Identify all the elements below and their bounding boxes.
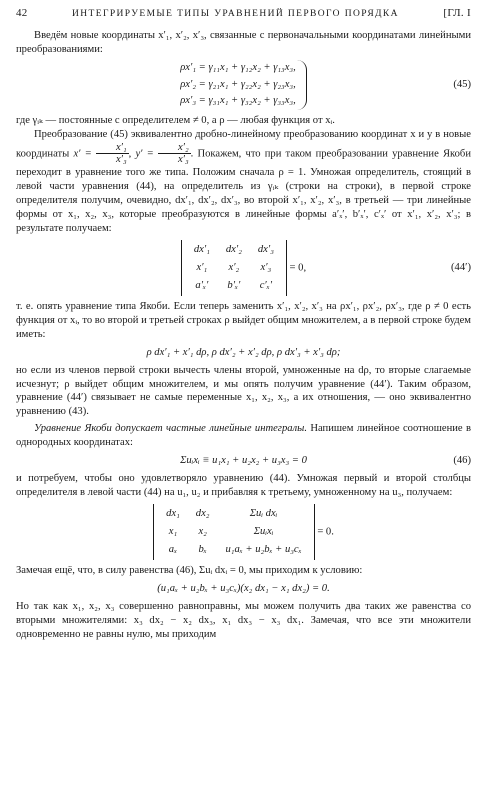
fraction-x-numerator: x′₁ [96,142,129,155]
paragraph-conclusion: Но так как x₁, x₂, x₃ совершенно равноправны, мы можем получить два таких же равенства со вторыми множителями: x₃ dx₂ − x₂ dx₃, x₁ dx₃ − x₃ dx₁. Замечая, что все эти множители одновременно не равны нулю, мы приходим [16,601,471,641]
det-cell: a′ₓ′ [195,279,209,291]
det-rhs: = 0, [289,262,307,274]
det-row-1 [159,506,309,522]
det-cell: x₂ [198,526,207,538]
fraction-y [158,142,191,166]
det-row-1 [187,242,281,258]
fraction-y-numerator: x′₂ [158,142,191,155]
det-cell: x′₂ [228,261,240,273]
det-cell: bₓ [198,544,207,556]
linear-relation-text: Напишем линейное соотношение в однородных координатах: [16,423,471,449]
det-cell: x′₃ [260,261,272,273]
paragraph-gamma-definition: где γᵢₖ — постоянные с определителем ≠ 0, а ρ — любая функция от xᵢ. [16,114,335,126]
paragraph-intro: Введём новые координаты x′₁, x′₂, x′₃, связанные с первоначальными координатами линейными преобразованиями: [16,29,471,55]
equation-46-body: Σuᵢxᵢ ≡ u₁x₁ + u₂x₂ + u₃x₃ = 0 [180,455,307,467]
det-cell: dx₂ [195,508,210,520]
det-cell: u₁aₓ + u₂bₓ + u₃cₓ [225,544,302,556]
system-row-1: ρx′₁ = γ₁₁x₁ + γ₁₂x₂ + γ₁₃x₃, [180,62,296,74]
det-cell: x′₁ [196,261,208,273]
det-row-3 [187,278,281,294]
det-row-2 [159,524,309,540]
paragraph-jacobi-again: т. е. опять уравнение типа Якоби. Если теперь заменить x′₁, x′₂, x′₃ на ρx′₁, ρx′₂, ρx′₃, где ρ ≠ 0 есть функция от xᵢ, то во второй и третьей строках ρ выйдет общим множителем, а в первой строке будем иметь: [16,300,471,340]
det-cell: Σuᵢ dxᵢ [249,508,278,520]
det-cell: x₁ [168,526,178,538]
paragraph-transformation: Преобразование (45) эквивалентно дробно-линейному преобразованию координат x и y в новые координаты x′ = $\frac{\text{x′₁}}{\text{x′₃}}$ , y′ = $\frac{\text{x′₂}}{\text{x′₃}}$ . Покажем, что при таком преобразовании уравнение Якоби переходит в уравнение того же типа. Положим сначала ρ = 1. Умножая определитель, стоящий в левой части уравнения (44), на определитель из γᵢₖ (строки на строки), в первой строке определителя получим, очевидно, dx′₁, dx′₂, dx′₃, во второй x′₁, x′₂, x′₃, в третьей — три линейные формы от x₁, x₂, x₃, которые преобразуются в линейные формы a′ₓ′, b′ₓ′, c′ₓ′ от x′₁, x′₂, x′₃; в результате получаем: [16,128,471,234]
equation-number-45: (45) [453,79,471,91]
transformation-text-start: Преобразование (45) эквивалентно дробно-линейному преобразованию координат x и y в новые координаты [16,128,471,160]
equation-first-row-terms: ρ dx′₁ + x′₁ dρ, ρ dx′₂ + x′₂ dρ, ρ dx′₃ + x′₃ dρ; [146,346,341,358]
fraction-x [96,142,129,166]
paragraph-columns: и потребуем, чтобы оно удовлетворяло уравнению (44). Умножая первый и второй столбцы определителя в левой части (44) на u₁, u₂ и прибавляя к третьему, умноженному на u₃, получаем: [16,473,471,499]
det-row-3 [159,542,309,558]
theorem-italic: Уравнение Якоби допускает частные линейные интегралы. [34,423,307,435]
system-block [180,60,307,109]
determinant-44-prime [181,240,287,296]
det-cell: b′ₓ′ [227,279,241,291]
system-row-3: ρx′₃ = γ₃₁x₁ + γ₃₂x₂ + γ₃₃x₃, [180,95,296,107]
det-cell: aₓ [168,544,178,556]
equation-46 [16,454,471,468]
transformation-text-rest: . Покажем, что при таком преобразовании уравнение Якоби переходит в уравнение того же типа. Положим сначала ρ = 1. Умножая определитель, стоящий в левой части уравнения (44), на определитель из γᵢₖ (строки на строки), в первой строке определителя получим, очевидно, dx′₁, dx′₂, dx′₃, во второй x′₁, x′₂, x′₃, в третьей — три линейные формы от x₁, x₂, x₃, которые преобразуются в линейные формы a′ₓ′, b′ₓ′, c′ₓ′ от x′₁, x′₂, x′₃; в результате получаем: [16,148,471,234]
equation-system-45 [16,60,471,109]
det2-rhs: = 0. [317,526,334,538]
chapter-marker: [ГЛ. I [443,7,471,19]
det-cell: dx₁ [166,508,180,520]
det-cell: dx′₃ [257,243,274,255]
equation-determinant-2 [16,504,471,560]
det-cell: c′ₓ′ [259,279,273,291]
equation-condition: (u₁aₓ + u₂bₓ + u₃cₓ)(x₂ dx₁ − x₁ dx₂) = 0. [157,583,330,595]
running-title: ИНТЕГРИРУЕМЫЕ ТИПЫ УРАВНЕНИЙ ПЕРВОГО ПОРЯДКА [72,9,399,19]
paragraph-ratios: но если из членов первой строки вычесть члены второй, умноженные на dρ, то вторые слагаемые исчезнут; ρ выйдет общим множителем, и мы опять получим уравнение (44′). Таким образом, уравнение (44′) связывает не самые переменные x₁, x₂, x₃, а их отношения, — оно эквивалентно уравнению (43). [16,364,471,418]
x-prime-lhs: x′ = [73,148,92,160]
page-header [16,6,471,21]
paragraph-linear-integrals [16,422,471,450]
equation-number-44-prime: (44′) [451,261,471,273]
det-row-2 [187,260,281,276]
det-cell: dx′₂ [225,243,242,255]
paragraph-condition-intro: Замечая ещё, что, в силу равенства (46), Σuᵢ dxᵢ = 0, мы приходим к условию: [16,565,363,577]
equation-44-prime [16,240,471,296]
book-page [16,6,471,781]
determinant-2 [153,504,315,560]
equation-number-46: (46) [453,455,471,467]
det-cell: dx′₁ [193,243,210,255]
y-prime-lhs: y′ = [135,148,154,160]
fraction-y-denominator: x′₃ [177,154,189,166]
page-number: 42 [16,7,28,19]
fraction-x-denominator: x′₃ [115,154,127,166]
det-cell: Σuᵢxᵢ [253,526,274,538]
system-row-2: ρx′₂ = γ₂₁x₁ + γ₂₂x₂ + γ₂₃x₃, [180,78,296,90]
